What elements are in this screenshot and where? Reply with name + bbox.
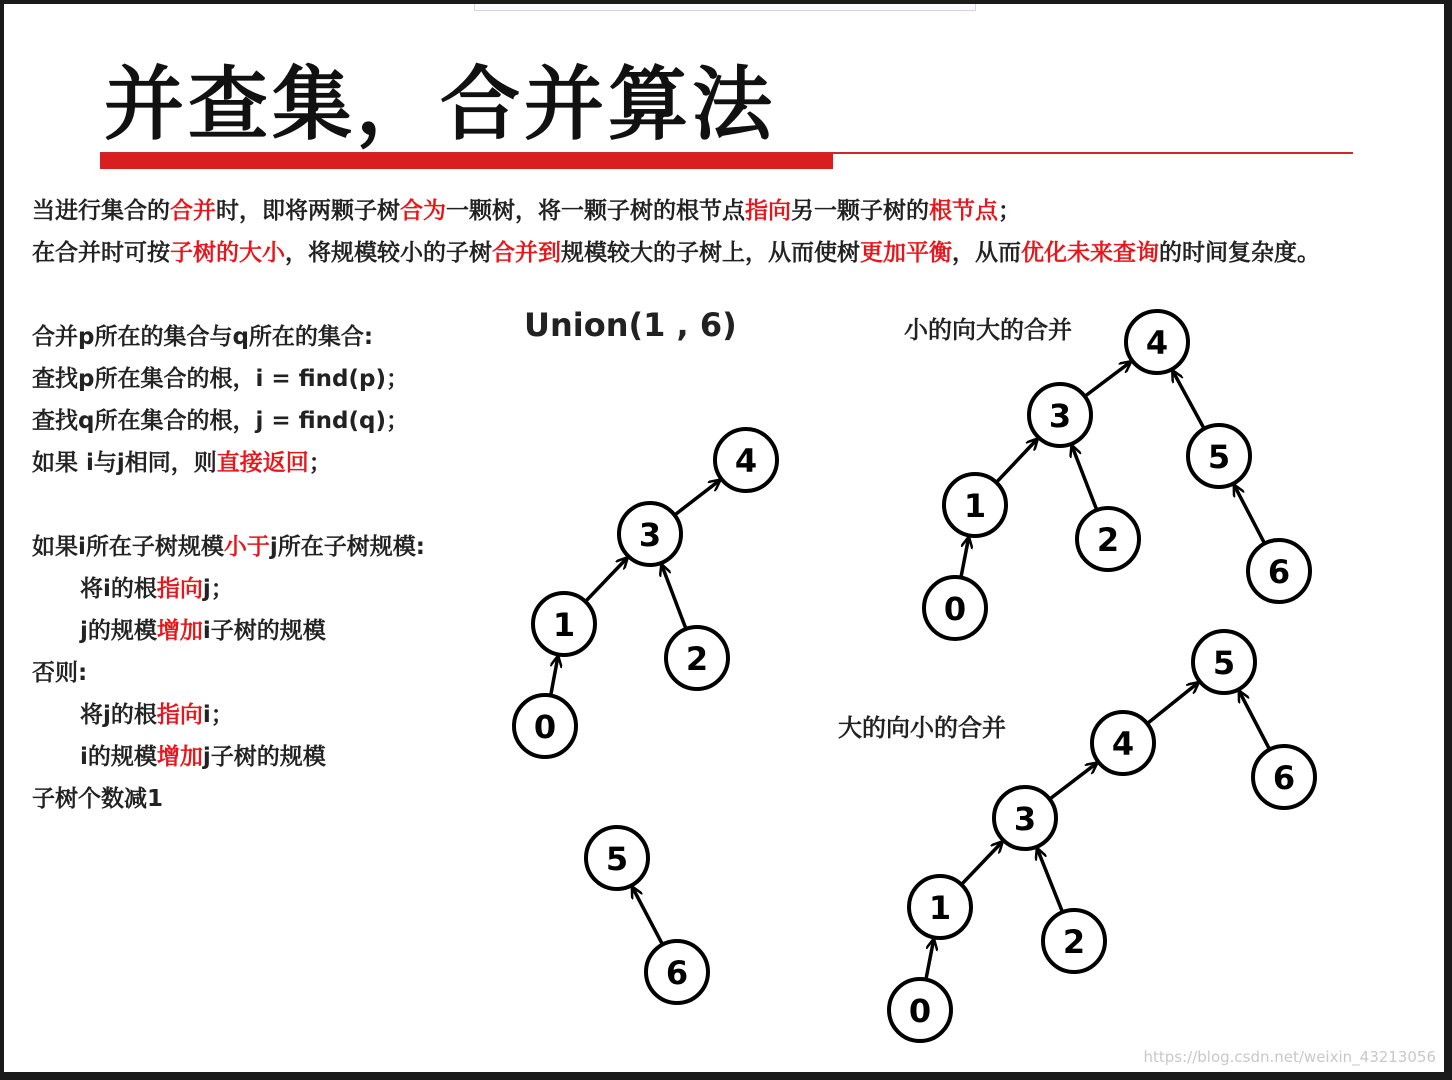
tree-node-6 [646, 941, 708, 1003]
highlight-text: 优化未来查询 [1021, 240, 1159, 266]
edge-arrow-3-to-4 [1085, 362, 1131, 397]
node-label: 2 [1062, 923, 1086, 961]
watermark: https://blog.csdn.net/weixin_43213056 [1143, 1048, 1436, 1066]
tree-node-2 [666, 627, 728, 689]
big-to-small-label: 大的向小的合并 [838, 714, 1006, 742]
text-segment: i子树的规模 [202, 618, 326, 644]
tree-node-2 [1077, 508, 1139, 570]
tree-node-5 [586, 827, 648, 889]
edge-arrow-1-to-3 [585, 558, 627, 602]
highlight-text: 合为 [400, 198, 446, 224]
edge-arrow-1-to-3 [961, 842, 1002, 885]
text-segment: 子树个数减1 [32, 786, 164, 812]
edge-arrow-6-to-5 [1234, 485, 1264, 543]
text-segment: 在合并时可按 [32, 240, 170, 266]
tree-before-tree-b [586, 827, 708, 1003]
edge-arrow-3-to-4 [1050, 763, 1097, 799]
tree-big-to-small [889, 631, 1315, 1041]
tree-node-0 [514, 695, 576, 757]
text-segment: 查找q所在集合的根，j = find(q)； [32, 408, 410, 434]
text-segment: i的规模 [80, 744, 157, 770]
tree-node-2 [1043, 910, 1105, 972]
node-label: 6 [665, 954, 689, 992]
highlight-text: 合并到 [492, 240, 561, 266]
edge-arrow-1-to-3 [996, 439, 1037, 482]
text-segment: 时，即将两颗子树 [216, 198, 400, 224]
text-segment: ； [998, 198, 1021, 224]
tree-node-0 [924, 577, 986, 639]
node-label: 1 [552, 606, 576, 644]
highlight-text: 增加 [156, 618, 203, 644]
edge-arrow-6-to-5 [1239, 691, 1269, 749]
tree-node-6 [1253, 746, 1315, 808]
text-segment: 否则: [32, 660, 88, 686]
tree-node-4 [1092, 712, 1154, 774]
page-title: 并查集，合并算法 [104, 58, 776, 151]
edge-arrow-0-to-1 [551, 656, 558, 695]
edge-arrow-0-to-1 [926, 939, 934, 979]
text-segment: 另一颗子树的 [791, 198, 929, 224]
highlight-text: 小于 [223, 534, 270, 560]
node-label: 6 [1272, 759, 1296, 797]
small-to-big-label: 小的向大的合并 [904, 316, 1072, 344]
node-label: 0 [533, 708, 557, 746]
tree-node-3 [994, 787, 1056, 849]
tree-node-3 [619, 503, 681, 565]
node-label: 1 [963, 487, 987, 525]
text-segment: j的规模 [80, 618, 157, 644]
node-label: 2 [1096, 521, 1120, 559]
highlight-text: 直接返回 [216, 450, 309, 476]
tree-node-3 [1029, 384, 1091, 446]
highlight-text: 根节点 [929, 198, 998, 224]
highlight-text: 子树的大小 [170, 240, 285, 266]
node-label: 1 [928, 889, 952, 927]
node-label: 2 [685, 640, 709, 678]
tree-node-4 [715, 429, 777, 491]
node-label: 4 [1111, 725, 1135, 763]
node-label: 3 [1048, 397, 1072, 435]
edge-arrow-2-to-3 [662, 565, 686, 629]
text-segment: 一颗树，将一颗子树的根节点 [446, 198, 745, 224]
text-segment: 规模较大的子树上，从而使树 [561, 240, 860, 266]
node-label: 4 [1145, 324, 1169, 362]
tree-node-1 [909, 876, 971, 938]
edge-arrow-2-to-3 [1037, 849, 1062, 913]
highlight-text: 合并 [170, 198, 216, 224]
tree-diagrams [4, 4, 1444, 1072]
node-label: 0 [908, 992, 932, 1030]
node-label: 5 [1207, 438, 1231, 476]
text-segment: 的时间复杂度。 [1159, 240, 1320, 266]
edge-arrow-2-to-3 [1072, 446, 1097, 510]
edge-arrow-6-to-5 [632, 887, 662, 944]
text-segment: ，从而 [952, 240, 1021, 266]
highlight-text: 指向 [745, 198, 791, 224]
union-label: Union(1 , 6) [524, 306, 737, 344]
node-label: 0 [943, 590, 967, 628]
tree-node-5 [1188, 425, 1250, 487]
text-segment: j子树的规模 [202, 744, 326, 770]
node-label: 3 [1013, 800, 1037, 838]
text-segment: 合并p所在的集合与q所在的集合: [32, 324, 374, 350]
highlight-text: 指向 [156, 702, 203, 728]
tree-small-to-big [924, 311, 1310, 639]
node-label: 6 [1267, 553, 1291, 591]
text-segment: j所在子树规模: [269, 534, 425, 560]
tree-node-5 [1193, 631, 1255, 693]
tree-node-1 [944, 474, 1006, 536]
tree-node-1 [533, 593, 595, 655]
text-segment: i； [202, 702, 234, 728]
node-label: 5 [605, 840, 629, 878]
text-segment: 如果i所在子树规模 [32, 534, 224, 560]
text-segment: j； [202, 576, 234, 602]
text-segment: ，将规模较小的子树 [285, 240, 492, 266]
text-segment: 将j的根 [80, 702, 157, 728]
text-segment: 如果 i与j相同，则 [32, 450, 217, 476]
highlight-text: 增加 [156, 744, 203, 770]
text-segment: 当进行集合的 [32, 198, 170, 224]
node-label: 5 [1212, 644, 1236, 682]
highlight-text: 更加平衡 [860, 240, 952, 266]
slide [4, 4, 1444, 1072]
edge-arrow-5-to-4 [1173, 371, 1204, 429]
highlight-text: 指向 [156, 576, 203, 602]
text-segment: 将i的根 [80, 576, 157, 602]
text-segment: ； [308, 450, 332, 476]
edge-arrow-3-to-4 [675, 480, 720, 515]
tree-before-tree-a [514, 429, 777, 757]
tree-node-0 [889, 979, 951, 1041]
node-label: 3 [638, 516, 662, 554]
text-segment: 查找p所在集合的根，i = find(p)； [32, 366, 410, 392]
edge-arrow-4-to-5 [1147, 683, 1198, 724]
tree-node-6 [1248, 540, 1310, 602]
node-label: 4 [734, 442, 758, 480]
edge-arrow-0-to-1 [961, 537, 969, 577]
tree-node-4 [1126, 311, 1188, 373]
